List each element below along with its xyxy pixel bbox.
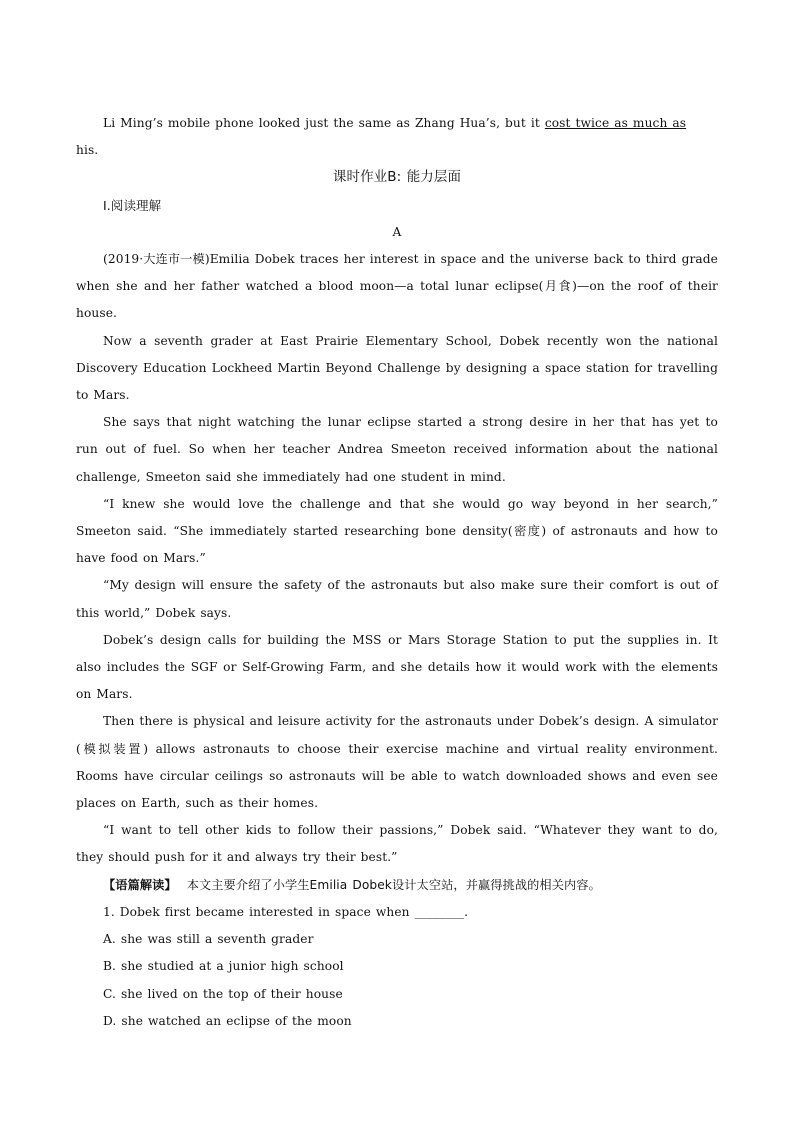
option-c: C. she lived on the top of their house <box>103 986 343 1001</box>
paragraph-7: Then there is physical and leisure activity for the astronauts under Dobek’s design. A simulator (模拟装置) allows astronauts to choose their exercise machine and virtual reality environment. Rooms have circular ceilings so astronauts will be able to watch downloaded shows and even see places on Earth, such as their homes. <box>76 714 719 811</box>
section-title: Ⅰ.阅读理解 <box>103 197 162 213</box>
text-analysis <box>76 872 718 899</box>
paragraph-8: “I want to tell other kids to follow their passions,” Dobek said. “Whatever they want to do, they should push for it and always try their best.” <box>76 823 718 865</box>
passage-label: A <box>392 224 402 239</box>
analysis-text: 本文主要介绍了小学生Emilia Dobek设计太空站，并赢得挑战的相关内容。 <box>186 877 601 892</box>
homework-title: 课时作业B: 能力层面 <box>332 169 462 186</box>
intro-underlined-phrase: cost twice as much as <box>544 116 687 130</box>
intro-sentence-before: Li Ming’s mobile phone looked just the same as Zhang Hua’s, but it <box>103 116 545 130</box>
option-a: A. she was still a seventh grader <box>103 932 314 947</box>
intro-sentence <box>76 110 718 137</box>
paragraph-6: Dobek’s design calls for building the MSS or Mars Storage Station to put the supplies in. It also includes the SGF or Self-Growing Farm, and she details how it would work with the elements on Mars. <box>76 632 718 702</box>
paragraph-4: “I knew she would love the challenge and that she would go way beyond in her search,” Smeeton said. “She immediately started researching bone density(密度) of astronauts and how to have food on Mars.” <box>76 496 718 566</box>
option-b: B. she studied at a junior high school <box>103 959 344 974</box>
paragraph-1: (2019·大连市一模)Emilia Dobek traces her interest in space and the universe back to third grade when she and her father watched a blood moon—a total lunar eclipse(月食)—on the roof of their house. <box>76 252 718 321</box>
analysis-label: 【语篇解读】 <box>103 877 177 892</box>
paragraph-5: “My design will ensure the safety of the astronauts but also make sure their comfort is out of this world,” Dobek says. <box>76 578 718 620</box>
option-d: D. she watched an eclipse of the moon <box>103 1013 352 1028</box>
document-page <box>76 110 718 1035</box>
intro-sentence-end: his. <box>76 143 99 158</box>
question-stem: 1. Dobek first became interested in space when ________. <box>103 904 469 919</box>
paragraph-2: Now a seventh grader at East Prairie Elementary School, Dobek recently won the national Discovery Education Lockheed Martin Beyond Challenge by designing a space station for travelling to Mars. <box>76 333 718 403</box>
paragraph-3: She says that night watching the lunar eclipse started a strong desire in her that has yet to run out of fuel. So when her teacher Andrea Smeeton received information about the national challenge, Smeeton said she immediately had one student in mind. <box>76 415 718 484</box>
